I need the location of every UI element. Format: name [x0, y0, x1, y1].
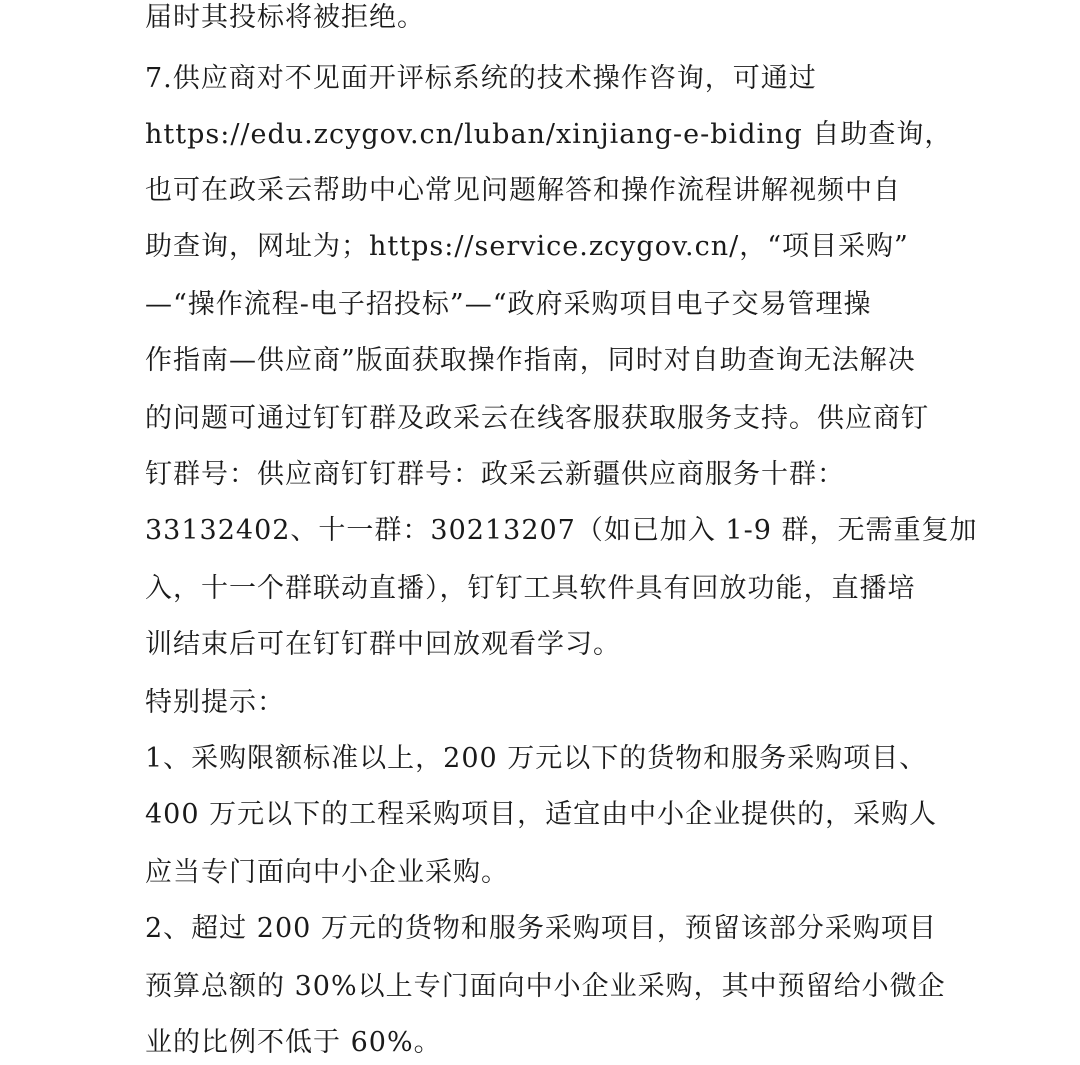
- text-line-4: 也可在政采云帮助中心常见问题解答和操作流程讲解视频中自: [145, 175, 901, 206]
- text-line-15: 400 万元以下的工程采购项目，适宜由中小企业提供的，采购人: [145, 799, 938, 830]
- text-line-1: 届时其投标将被拒绝。: [145, 2, 425, 33]
- text-line-19: 业的比例不低于 60%。: [145, 1027, 442, 1058]
- text-line-16: 应当专门面向中小企业采购。: [145, 857, 509, 888]
- text-line-6: —“操作流程-电子招投标”—“政府采购项目电子交易管理操: [145, 289, 872, 320]
- text-line-7: 作指南—供应商”版面获取操作指南，同时对自助查询无法解决: [145, 345, 916, 376]
- text-line-18: 预算总额的 30%以上专门面向中小企业采购，其中预留给小微企: [145, 971, 946, 1002]
- text-line-9: 钉群号：供应商钉钉群号：政采云新疆供应商服务十群：: [145, 459, 845, 490]
- text-line-2: 7.供应商对不见面开评标系统的技术操作咨询，可通过: [145, 63, 817, 94]
- text-line-17: 2、超过 200 万元的货物和服务采购项目，预留该部分采购项目: [145, 913, 937, 944]
- section-heading-special-notice: 特别提示：: [145, 687, 285, 718]
- text-line-8: 的问题可通过钉钉群及政采云在线客服获取服务支持。供应商钉: [145, 403, 929, 434]
- text-line-14: 1、采购限额标准以上，200 万元以下的货物和服务采购项目、: [145, 743, 928, 774]
- text-line-3: https://edu.zcygov.cn/luban/xinjiang-e-biding 自助查询，: [145, 119, 953, 150]
- text-line-5: 助查询，网址为；https://service.zcygov.cn/，“项目采购”: [145, 231, 909, 262]
- text-line-12: 训结束后可在钉钉群中回放观看学习。: [145, 629, 621, 660]
- text-line-11: 入，十一个群联动直播），钉钉工具软件具有回放功能，直播培: [145, 573, 916, 604]
- text-line-10: 33132402、十一群：30213207（如已加入 1-9 群，无需重复加: [145, 515, 978, 546]
